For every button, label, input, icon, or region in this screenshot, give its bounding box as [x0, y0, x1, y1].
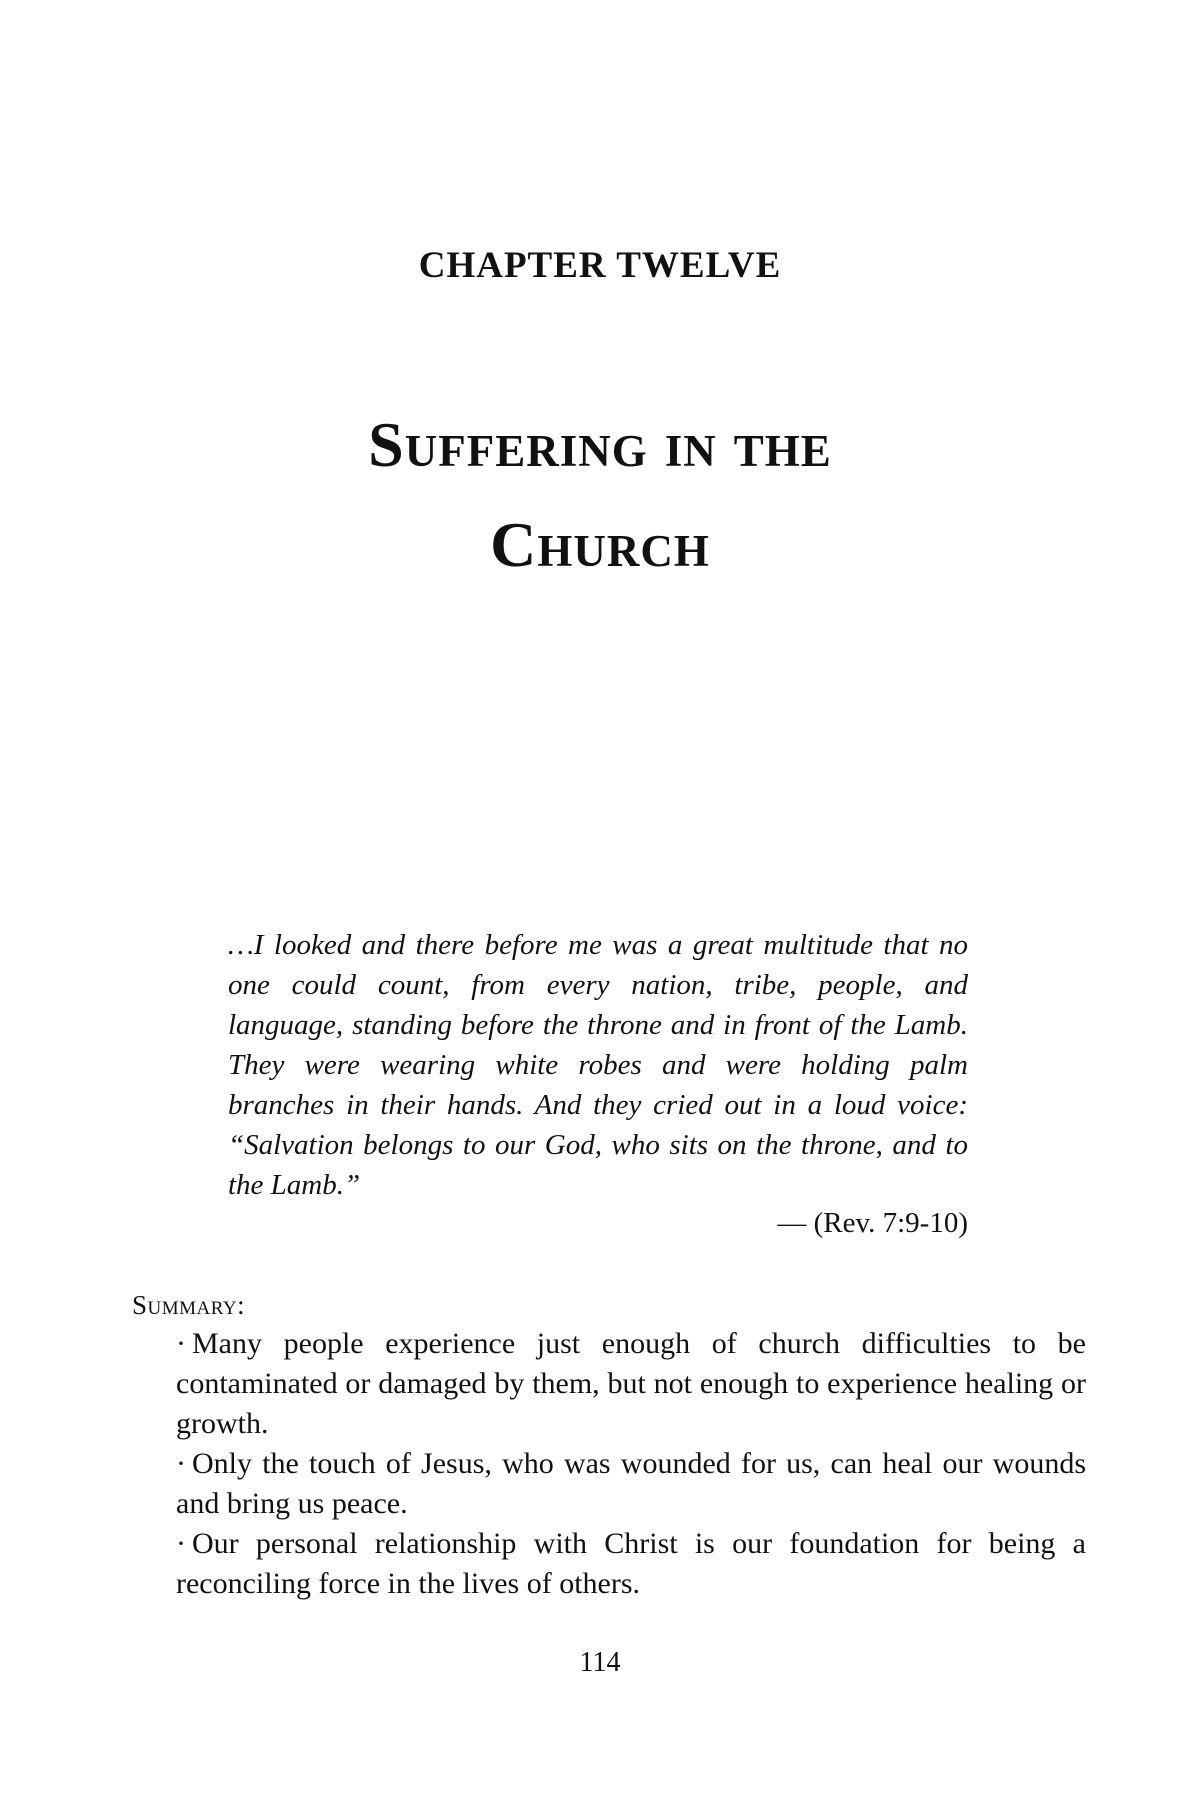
epigraph-citation: — (Rev. 7:9-10): [777, 1207, 968, 1239]
chapter-title-line-1: Suffering in the: [368, 409, 832, 480]
page-number: 114: [579, 1647, 621, 1678]
chapter-title-line-2: Church: [490, 509, 710, 580]
summary-item-text: Only the touch of Jesus, who was wounded for us, can heal our wounds and bring us peace.: [176, 1447, 1086, 1520]
summary-item: [176, 1444, 1086, 1524]
bullet-icon: ·: [176, 1527, 186, 1560]
summary-item-text: Many people experience just enough of church difficulties to be contaminated or damaged by them, but not enough to experience healing or growth.: [176, 1327, 1086, 1440]
chapter-title: [0, 395, 1200, 595]
summary-item: [176, 1324, 1086, 1444]
epigraph-quote: …I looked and there before me was a great multitude that no one could count, from every nation, tribe, people, and language, standing before the throne and in front of the Lamb. They were wearing white robes and were holding palm branches in their hands. And they cried out in a loud voice: “Salvation belongs to our God, who sits on the throne, and to the Lamb.”: [228, 929, 968, 1201]
bullet-icon: ·: [176, 1327, 186, 1360]
bullet-icon: ·: [176, 1447, 186, 1480]
chapter-label: CHAPTER TWELVE: [418, 245, 782, 286]
summary-item: [176, 1524, 1086, 1604]
summary-heading: Summary:: [132, 1290, 246, 1320]
summary-item-text: Our personal relationship with Christ is our foundation for being a reconciling force in the lives of others.: [176, 1527, 1086, 1600]
summary-list: [176, 1324, 1086, 1604]
